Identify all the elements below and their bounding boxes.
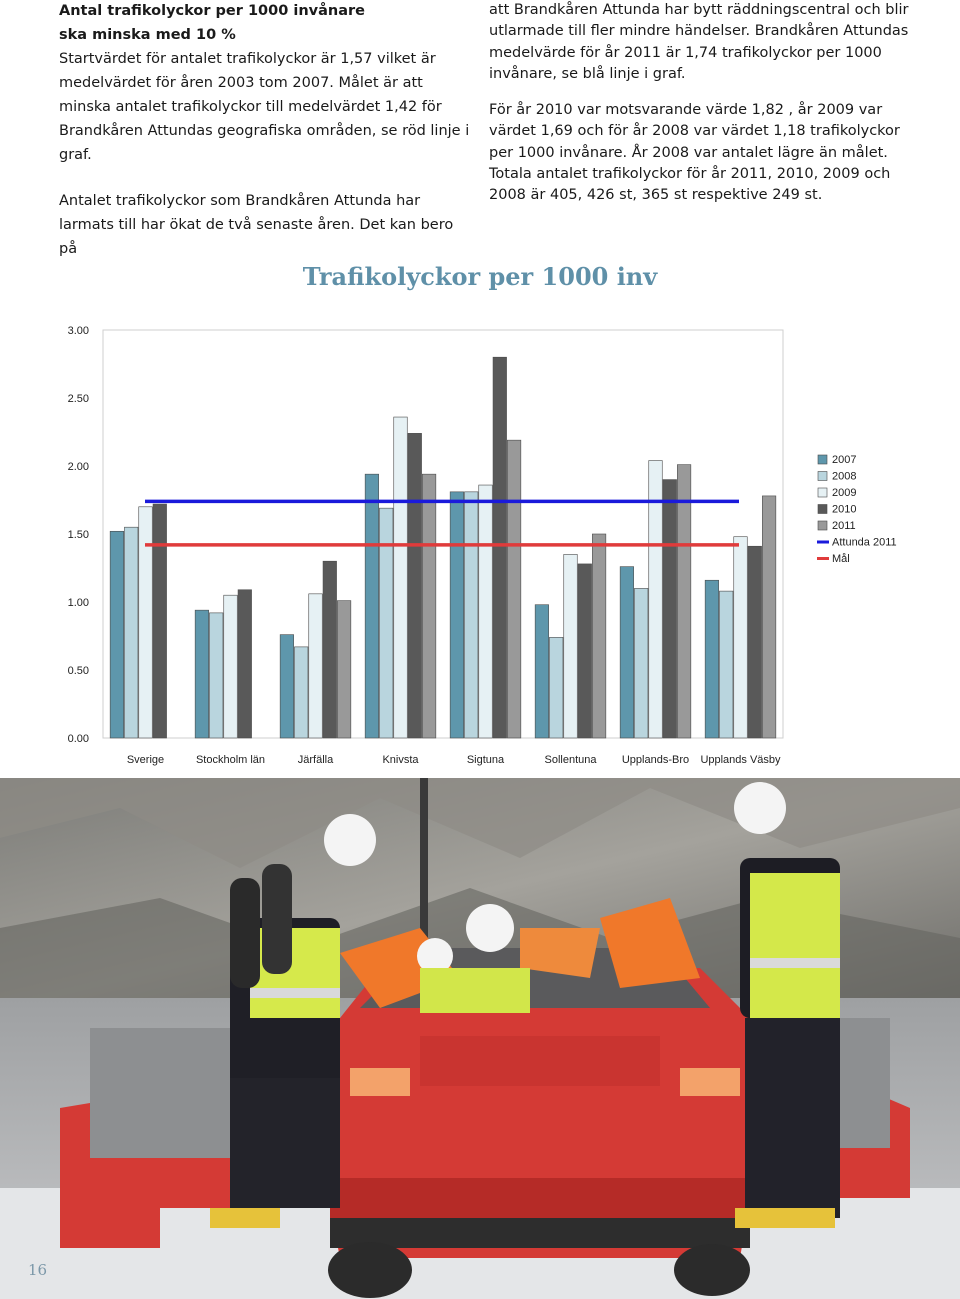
right-paragraph-1: att Brandkåren Attunda har bytt räddningscentral och blir utlarmade till fler mindre händelser. Brandkåren Attundas medelvärde för år 2011 är 1,74 trafikolyckor per 1000 invånare, se blå linje i graf. — [489, 2, 909, 82]
bar-2008 — [209, 613, 223, 738]
chart-title: Trafikolyckor per 1000 inv — [302, 262, 658, 291]
rescue-training-photo — [0, 778, 960, 1299]
bar-2009 — [139, 507, 153, 738]
bar-2009 — [479, 485, 493, 738]
bar-2009 — [224, 595, 238, 738]
legend-swatch — [818, 521, 827, 530]
legend-label: 2010 — [832, 503, 857, 516]
legend-swatch — [818, 488, 827, 497]
legend-label: 2007 — [832, 454, 857, 466]
bar-2011 — [422, 474, 436, 738]
y-tick-label: 0.50 — [67, 665, 89, 677]
legend-label: 2008 — [832, 470, 857, 483]
bar-2008 — [124, 527, 138, 738]
bar-2007 — [705, 580, 719, 738]
bar-2009 — [734, 537, 748, 738]
bar-2011 — [337, 601, 351, 738]
bar-2007 — [110, 531, 124, 738]
bar-2007 — [535, 605, 549, 738]
y-tick-label: 2.50 — [67, 393, 89, 405]
bar-2008 — [719, 591, 733, 738]
right-text-column — [489, 0, 919, 207]
bar-2011 — [677, 465, 691, 738]
legend-label: 2009 — [832, 487, 857, 499]
bar-2008 — [379, 508, 393, 738]
y-tick-label: 1.00 — [67, 597, 89, 609]
section-heading — [59, 0, 471, 47]
x-tick-label: Upplands Väsby — [700, 754, 781, 766]
legend-swatch — [818, 455, 827, 464]
photo-illustration — [0, 778, 960, 1299]
legend-swatch — [818, 505, 827, 514]
bar-2011 — [507, 440, 520, 738]
x-tick-label: Sollentuna — [544, 754, 597, 766]
bar-chart — [0, 310, 960, 772]
bar-2007 — [620, 567, 634, 738]
bar-2009 — [309, 594, 323, 738]
bar-2009 — [564, 554, 578, 738]
bar-2007 — [365, 474, 379, 738]
bar-2007 — [450, 492, 464, 738]
bar-2010 — [153, 504, 167, 738]
left-paragraph-2: Antalet trafikolyckor som Brandkåren Attunda har larmats till har ökat de två senaste åren. Det kan bero på — [59, 193, 454, 257]
x-tick-label: Upplands-Bro — [621, 754, 690, 766]
bar-2007 — [195, 610, 209, 738]
y-tick-label: 2.00 — [67, 461, 89, 473]
legend-swatch — [818, 472, 827, 481]
bar-2009 — [394, 417, 408, 738]
x-tick-label: Knivsta — [382, 754, 419, 766]
bar-2010 — [663, 480, 677, 738]
left-paragraph-1: Startvärdet för antalet trafikolyckor är 1,57 vilket är medelvärdet för åren 2003 tom 2007. Målet är att minska antalet trafikolyckor till medelvärdet 1,42 för Brandkåren Attundas geografiska områden, se röd linje i graf. — [59, 51, 470, 163]
x-tick-label: Järfälla — [297, 754, 334, 766]
heading-line-2: ska minska med 10 % — [59, 26, 236, 43]
x-tick-label: Sverige — [126, 754, 165, 766]
bar-2010 — [578, 564, 592, 738]
bar-2007 — [280, 635, 294, 738]
page-number: 16 — [28, 1261, 48, 1279]
bar-2010 — [238, 590, 252, 738]
bar-2011 — [762, 496, 776, 738]
y-tick-label: 1.50 — [67, 529, 89, 541]
bar-2008 — [549, 637, 563, 738]
legend-label: Mål — [832, 553, 850, 565]
x-tick-label: Stockholm län — [195, 754, 266, 766]
bar-2010 — [493, 357, 507, 738]
bar-2010 — [408, 433, 422, 738]
legend-label: Attunda 2011 — [832, 536, 897, 549]
bar-2010 — [323, 561, 337, 738]
heading-line-1: Antal trafikolyckor per 1000 invånare — [59, 3, 365, 19]
left-text-column — [59, 0, 471, 261]
legend-label: 2011 — [832, 520, 856, 532]
right-paragraph-2: För år 2010 var motsvarande värde 1,82 , år 2009 var värdet 1,69 och för år 2008 var värdet 1,18 trafikolyckor per 1000 invånare. År 2008 var antalet lägre än målet. Totala antalet trafikolyckor för år 2011, 2010, 2009 och 2008 är 405, 426 st, 365 st respektive 249 st. — [489, 102, 900, 204]
x-tick-label: Sigtuna — [466, 754, 505, 766]
bar-2008 — [634, 588, 648, 738]
bar-2010 — [748, 546, 762, 738]
y-tick-label: 3.00 — [67, 325, 89, 337]
bar-2011 — [592, 534, 606, 738]
bar-2008 — [294, 647, 308, 738]
bar-2008 — [464, 492, 478, 738]
y-tick-label: 0.00 — [67, 733, 89, 745]
